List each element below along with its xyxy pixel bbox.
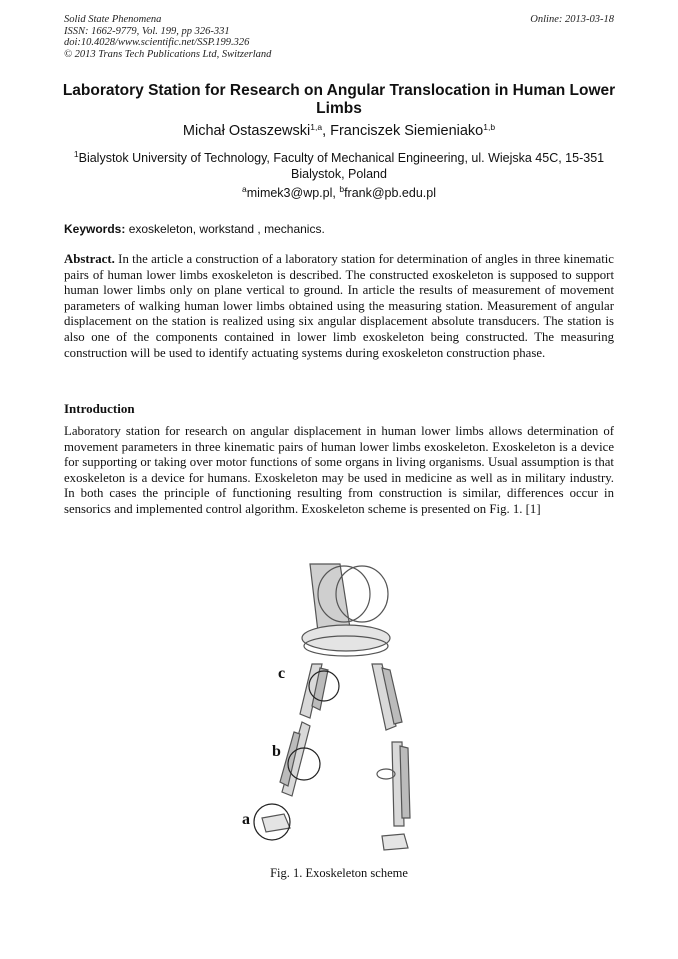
- abstract-label: Abstract.: [64, 252, 115, 266]
- abstract-text: In the article a construction of a laboratory station for determination of angles in three kinematic pairs of human lower limbs exoskeleton is described. The constructed exoskeleton is supposed to support human lower limbs only on plane vertical to ground. In article the results of measurement of movement parameters of walking human lower limbs obtained using the measuring station. Measurement of angular displacement on the station is realized using six angular displacement absolute transducers. The station is also one of the components contained in lower limb exoskeleton being constructed. The measuring construction will be used to identify actuating systems during exoskeleton construction phase.: [64, 252, 614, 360]
- section-heading-introduction: Introduction: [64, 401, 135, 416]
- journal-doi: doi:10.4028/www.scientific.net/SSP.199.326: [64, 37, 250, 48]
- email-a: mimek3@wp.pl,: [246, 186, 340, 200]
- journal-issn: ISSN: 1662-9779, Vol. 199, pp 326-331: [64, 25, 230, 37]
- email-a-sup: a: [242, 184, 247, 194]
- hip-belt: [302, 625, 390, 651]
- author-separator: ,: [322, 123, 331, 139]
- author-emails: [60, 186, 618, 200]
- figure-label-a: a: [242, 811, 250, 828]
- exoskeleton-figure: [232, 546, 452, 858]
- journal-copyright: © 2013 Trans Tech Publications Ltd, Switzerland: [64, 48, 272, 60]
- affiliation: [60, 150, 618, 182]
- paper-title: Laboratory Station for Research on Angular Translocation in Human Lower Limbs: [62, 82, 616, 117]
- author-2: Franciszek Siemieniako: [330, 123, 484, 139]
- online-date: Online: 2013-03-18: [530, 14, 614, 25]
- figure-caption: Fig. 1. Exoskeleton scheme: [270, 866, 408, 880]
- abstract: [64, 252, 614, 361]
- author-line: [60, 123, 618, 139]
- introduction-paragraph: Laboratory station for research on angular displacement in human lower limbs allows determination of movement parameters in three kinematic pairs of human lower limbs exoskeleton. Exoskeleton is a device for supporting or taking over motor functions of some organs in living organisms. Usual assumption is that exoskeleton is a device for humans. Exoskeleton may be used in medicine as well as in military industry. In both cases the principle of functioning resulting from construction is similar, differences occur in sensorics and implemented control algorithm. Exoskeleton scheme is presented on Fig. 1. [1]: [64, 424, 614, 516]
- journal-name: Solid State Phenomena: [64, 14, 162, 25]
- figure-label-b: b: [272, 743, 281, 760]
- author-1: Michał Ostaszewski: [182, 123, 311, 139]
- journal-header: [64, 14, 271, 60]
- author-1-sup: 1,a: [310, 122, 323, 132]
- figure-label-c: c: [278, 665, 286, 682]
- exoskeleton-drawing: [254, 564, 410, 850]
- email-b-sup: b: [339, 184, 345, 194]
- right-shank-link: [400, 746, 410, 818]
- email-b: frank@pb.edu.pl: [344, 186, 436, 200]
- keywords-text: exoskeleton, workstand , mechanics.: [125, 222, 325, 236]
- author-2-sup: 1,b: [483, 122, 496, 132]
- right-foot: [382, 834, 408, 850]
- affiliation-sup: 1: [73, 149, 79, 159]
- keywords-label: Keywords:: [64, 222, 126, 236]
- left-foot: [262, 814, 290, 832]
- affiliation-text: Bialystok University of Technology, Faculty of Mechanical Engineering, ul. Wiejska 45C, 15-351 Bialystok, Poland: [78, 151, 605, 181]
- keywords: [64, 222, 614, 236]
